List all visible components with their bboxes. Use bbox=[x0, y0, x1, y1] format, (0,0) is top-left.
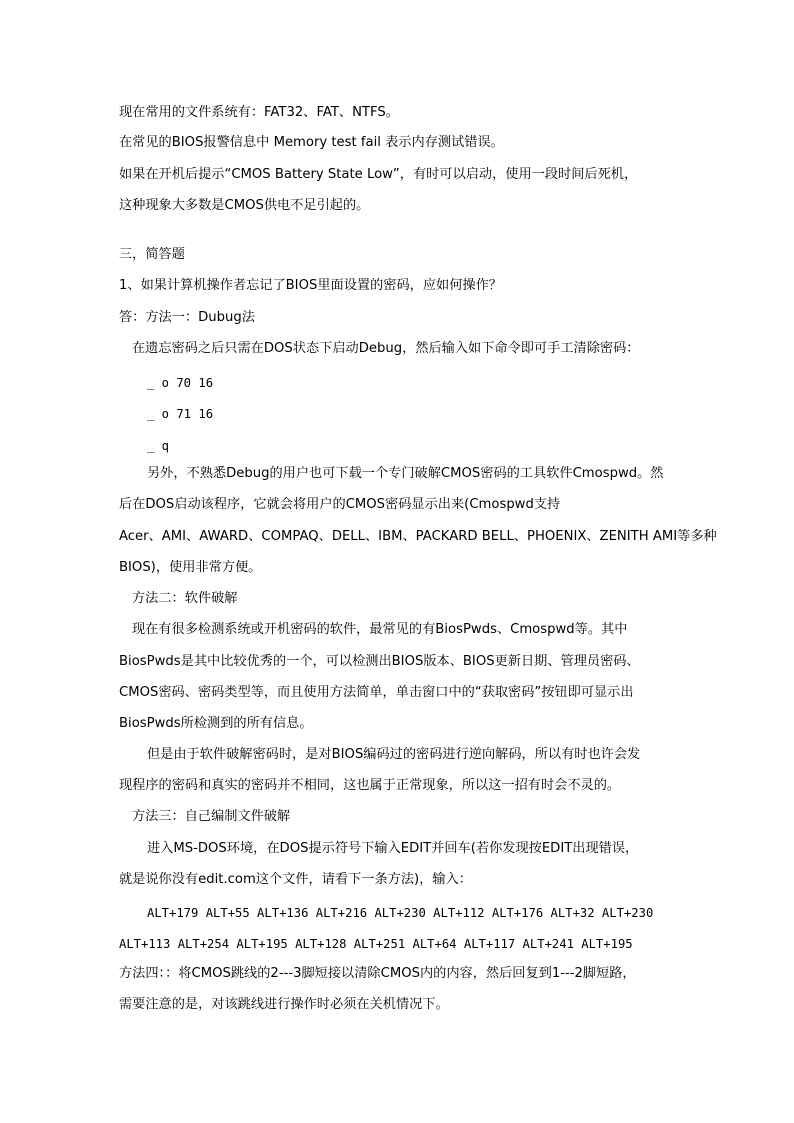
question: 1、如果计算机操作者忘记了BIOS里面设置的密码，应如何操作？ bbox=[119, 278, 502, 293]
text-line: 需要注意的是，对该跳线进行操作时必须在关机情况下。 bbox=[119, 997, 449, 1012]
command-line: _ o 70 16 bbox=[147, 376, 214, 390]
text-line: 在常见的BIOS报警信息中 Memory test fail 表示内存测试错误。 bbox=[119, 135, 504, 150]
method-3-heading: 方法三：自己编制文件破解 bbox=[132, 809, 291, 824]
text-line: 这种现象大多数是CMOS供电不足引起的。 bbox=[119, 198, 370, 213]
command-line: _ q bbox=[147, 439, 170, 453]
text-line: 现在有很多检测系统或开机密码的软件，最常见的有BiosPwds、Cmospwd等。其中 bbox=[132, 622, 628, 637]
text-line: BiosPwds是其中比较优秀的一个，可以检测出BIOS版本、BIOS更新日期、管理员密码、 bbox=[119, 654, 640, 669]
text-line: Acer、AMI、AWARD、COMPAQ、DELL、IBM、PACKARD BELL、PHOENIX、ZENITH AMI等多种 bbox=[119, 529, 717, 544]
command-line: _ o 71 16 bbox=[147, 407, 214, 421]
alt-code-line: ALT+113 ALT+254 ALT+195 ALT+128 ALT+251 ALT+64 ALT+117 ALT+241 ALT+195 bbox=[119, 937, 633, 951]
text-line: 但是由于软件破解密码时，是对BIOS编码过的密码进行逆向解码，所以有时也许会发 bbox=[147, 747, 641, 762]
text-line: 就是说你没有edit.com这个文件，请看下一条方法)，输入： bbox=[119, 872, 472, 887]
text-line: BiosPwds所检测到的所有信息。 bbox=[119, 716, 313, 731]
alt-code-line: ALT+179 ALT+55 ALT+136 ALT+216 ALT+230 ALT+112 ALT+176 ALT+32 ALT+230 bbox=[147, 906, 654, 920]
method-4: 方法四：：将CMOS跳线的2---3脚短接以清除CMOS内的内容，然后回复到1---2脚短路， bbox=[119, 966, 636, 981]
text-line: 后在DOS启动该程序，它就会将用户的CMOS密码显示出来(Cmospwd支持 bbox=[119, 497, 561, 512]
text-line: BIOS)，使用非常方便。 bbox=[119, 560, 262, 575]
method-2-heading: 方法二：软件破解 bbox=[132, 591, 238, 606]
text-line: 现在常用的文件系统有：FAT32、FAT、NTFS。 bbox=[119, 105, 399, 120]
text-line: 另外，不熟悉Debug的用户也可下载一个专门破解CMOS密码的工具软件Cmospwd。然 bbox=[147, 466, 664, 481]
section-heading: 三，简答题 bbox=[119, 247, 185, 262]
text-line: 在遗忘密码之后只需在DOS状态下启动Debug，然后输入如下命令即可手工清除密码： bbox=[132, 341, 640, 356]
answer-method-1: 答：方法一：Dubug法 bbox=[119, 310, 255, 325]
text-line: 进入MS-DOS环境，在DOS提示符号下输入EDIT并回车(若你发现按EDIT出现错误， bbox=[147, 841, 639, 856]
text-line: CMOS密码、密码类型等，而且使用方法简单，单击窗口中的“获取密码”按钮即可显示出 bbox=[119, 685, 634, 700]
text-line: 如果在开机后提示“CMOS Battery State Low”，有时可以启动，使用一段时间后死机， bbox=[119, 167, 638, 182]
text-line: 现程序的密码和真实的密码并不相同，这也属于正常现象，所以这一招有时会不灵的。 bbox=[119, 778, 621, 793]
